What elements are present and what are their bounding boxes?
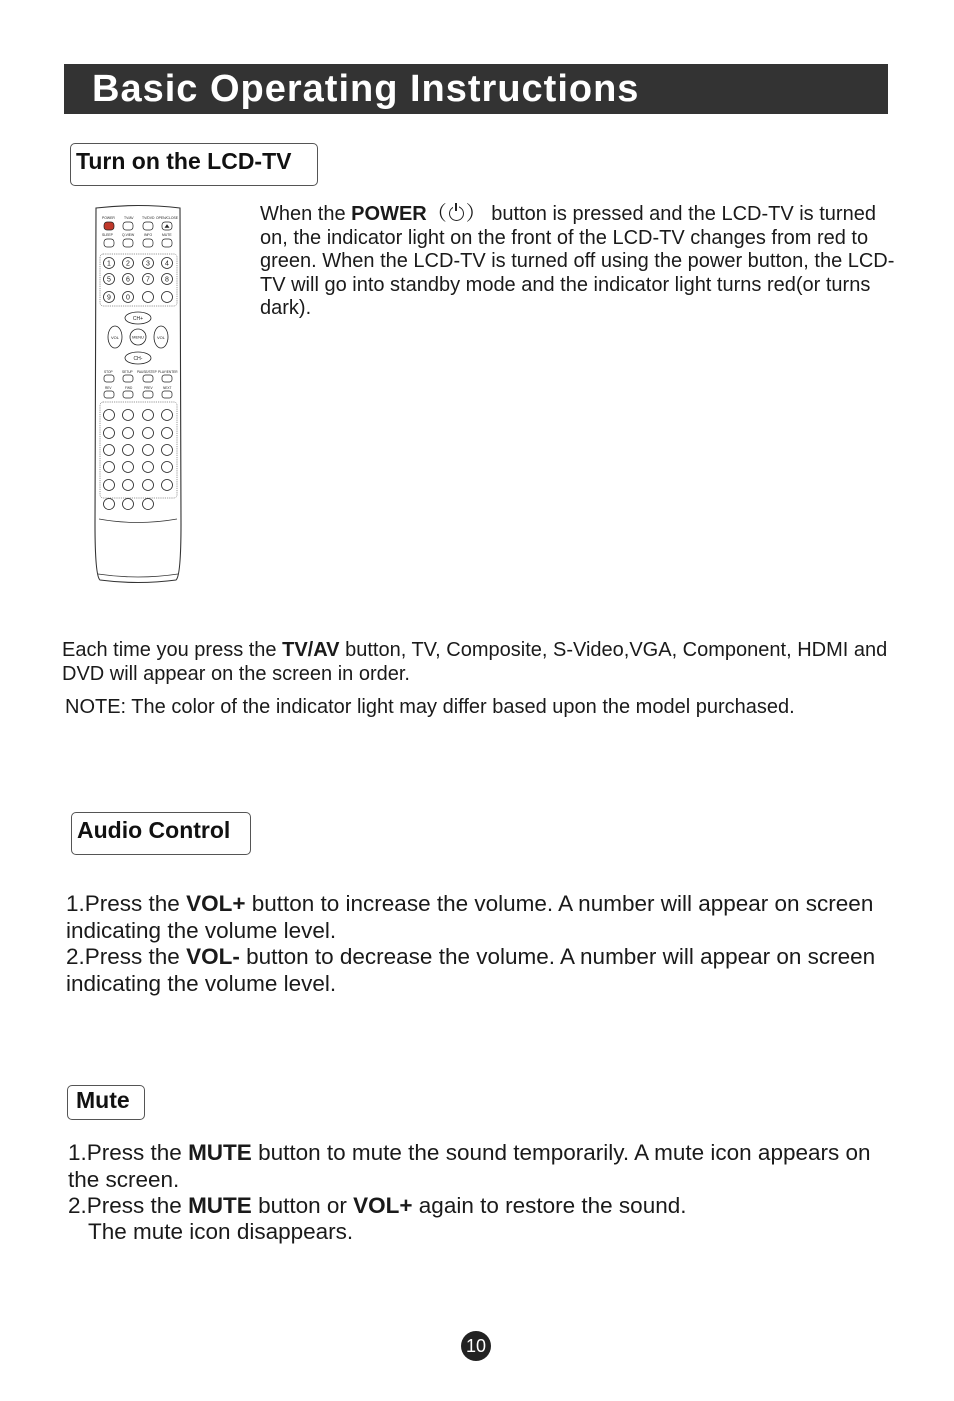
remote-digit-5: 5 — [107, 276, 111, 284]
remote-label-setup: SETUP — [122, 370, 133, 374]
mute-line-2 — [68, 1193, 878, 1220]
remote-digit-1: 1 — [107, 260, 111, 268]
section-heading-audio-label: Audio Control — [77, 817, 231, 843]
tvav-text-post: button, TV, Composite, S-Video,VGA, Component, HDMI and DVD will appear on the screen in order. — [62, 639, 888, 685]
remote-label-stop: STOP — [104, 370, 113, 374]
remote-digit-8: 8 — [165, 276, 169, 284]
paren-open: （ — [426, 203, 447, 225]
audio-line-1 — [66, 891, 886, 944]
section-heading-mute-label: Mute — [76, 1087, 130, 1113]
remote-digit-3: 3 — [146, 260, 150, 268]
audio-l2-key: VOL- — [186, 944, 240, 969]
header-bar — [64, 64, 888, 114]
remote-label-power: POWER — [102, 216, 115, 220]
remote-label-next: NEXT — [163, 386, 172, 390]
power-text-pre: When the — [260, 203, 352, 225]
mute-l2-key: MUTE — [188, 1193, 252, 1218]
remote-label-mute: MUTE — [162, 233, 172, 237]
remote-label-tvdvd: TV/DVD — [142, 216, 155, 220]
mute-l2-mid: button or — [251, 1193, 354, 1218]
remote-power-button — [104, 222, 114, 230]
remote-menu-label: MENU — [132, 334, 144, 340]
remote-label-openclose: OPEN/CLOSE — [156, 216, 179, 220]
power-key: POWER — [351, 203, 427, 225]
mute-l1-pre: 1.Press the — [68, 1140, 189, 1165]
section-heading-power-label: Turn on the LCD-TV — [76, 148, 292, 174]
remote-qview-button — [123, 239, 133, 247]
remote-label-fwd: FWD — [125, 386, 133, 390]
remote-vol-right-label: VOL — [156, 335, 166, 340]
remote-label-qview: Q.VIEW — [122, 233, 135, 237]
audio-l1-post: button to increase the volume. A number will appear on screen indicating the volume level. — [66, 891, 874, 943]
page-number: 10 — [461, 1331, 491, 1361]
remote-info-button — [143, 239, 153, 247]
mute-l2-pre: 2.Press the — [68, 1193, 189, 1218]
audio-l2-post: button to decrease the volume. A number will appear on screen indicating the volume level. — [66, 944, 876, 996]
remote-digit-4: 4 — [165, 260, 169, 268]
tvav-key: TV/AV — [282, 639, 340, 661]
power-icon — [449, 206, 464, 221]
remote-mute-button — [162, 239, 172, 247]
remote-digit-7: 7 — [146, 276, 150, 284]
mute-l1-key: MUTE — [188, 1140, 252, 1165]
audio-l2-pre: 2.Press the — [66, 944, 187, 969]
remote-label-info: INFO — [144, 233, 153, 237]
audio-line-2 — [66, 944, 886, 997]
section-heading-power — [70, 143, 318, 186]
power-paragraph — [260, 203, 900, 321]
mute-l2-key2: VOL+ — [353, 1193, 413, 1218]
remote-label-tvav: TV/AV — [124, 216, 134, 220]
remote-sleep-button — [104, 239, 114, 247]
remote-vol-left-label: VOL — [110, 335, 120, 340]
remote-label-rev: REV — [105, 386, 112, 390]
tvav-paragraph — [62, 639, 922, 686]
page-title: Basic Operating Instructions — [92, 68, 640, 110]
audio-l1-key: VOL+ — [186, 891, 246, 916]
remote-ch-minus-label: CH- — [133, 356, 143, 362]
power-text-post: button is pressed and the LCD-TV is turned on, the indicator light on the front of the LCD-TV changes from red to green. When the LCD-TV is turned off using the power button, the LCD-TV will go into standby mode and the indicator light turns red(or turns dark). — [260, 203, 895, 319]
remote-label-prev: PREV — [144, 386, 153, 390]
mute-line-3: The mute icon disappears. — [88, 1219, 354, 1244]
remote-label-play: PLAY/ENTER — [158, 370, 178, 374]
paren-close: ） — [465, 203, 486, 225]
remote-tvdvd-button — [143, 222, 153, 230]
tvav-text-pre: Each time you press the — [62, 639, 283, 661]
remote-digit-9: 9 — [107, 294, 111, 302]
remote-tvav-button — [123, 222, 133, 230]
mute-l1-post: button to mute the sound temporarily. A mute icon appears on the screen. — [68, 1140, 871, 1192]
remote-digit-2: 2 — [126, 260, 130, 268]
remote-digit-6: 6 — [126, 276, 130, 284]
remote-ch-plus-label: CH+ — [132, 316, 144, 322]
section-heading-mute — [67, 1085, 145, 1120]
remote-digit-0: 0 — [126, 294, 130, 302]
mute-l2-post: again to restore the sound. — [412, 1193, 687, 1218]
note-paragraph: NOTE: The color of the indicator light may differ based upon the model purchased. — [65, 696, 795, 718]
audio-l1-pre: 1.Press the — [66, 891, 187, 916]
section-heading-audio — [71, 812, 251, 855]
remote-label-sleep: SLEEP — [102, 233, 113, 237]
remote-control-illustration — [92, 204, 184, 586]
remote-label-pause: PAUSE/STEP — [137, 370, 157, 374]
mute-line-1 — [68, 1140, 878, 1193]
